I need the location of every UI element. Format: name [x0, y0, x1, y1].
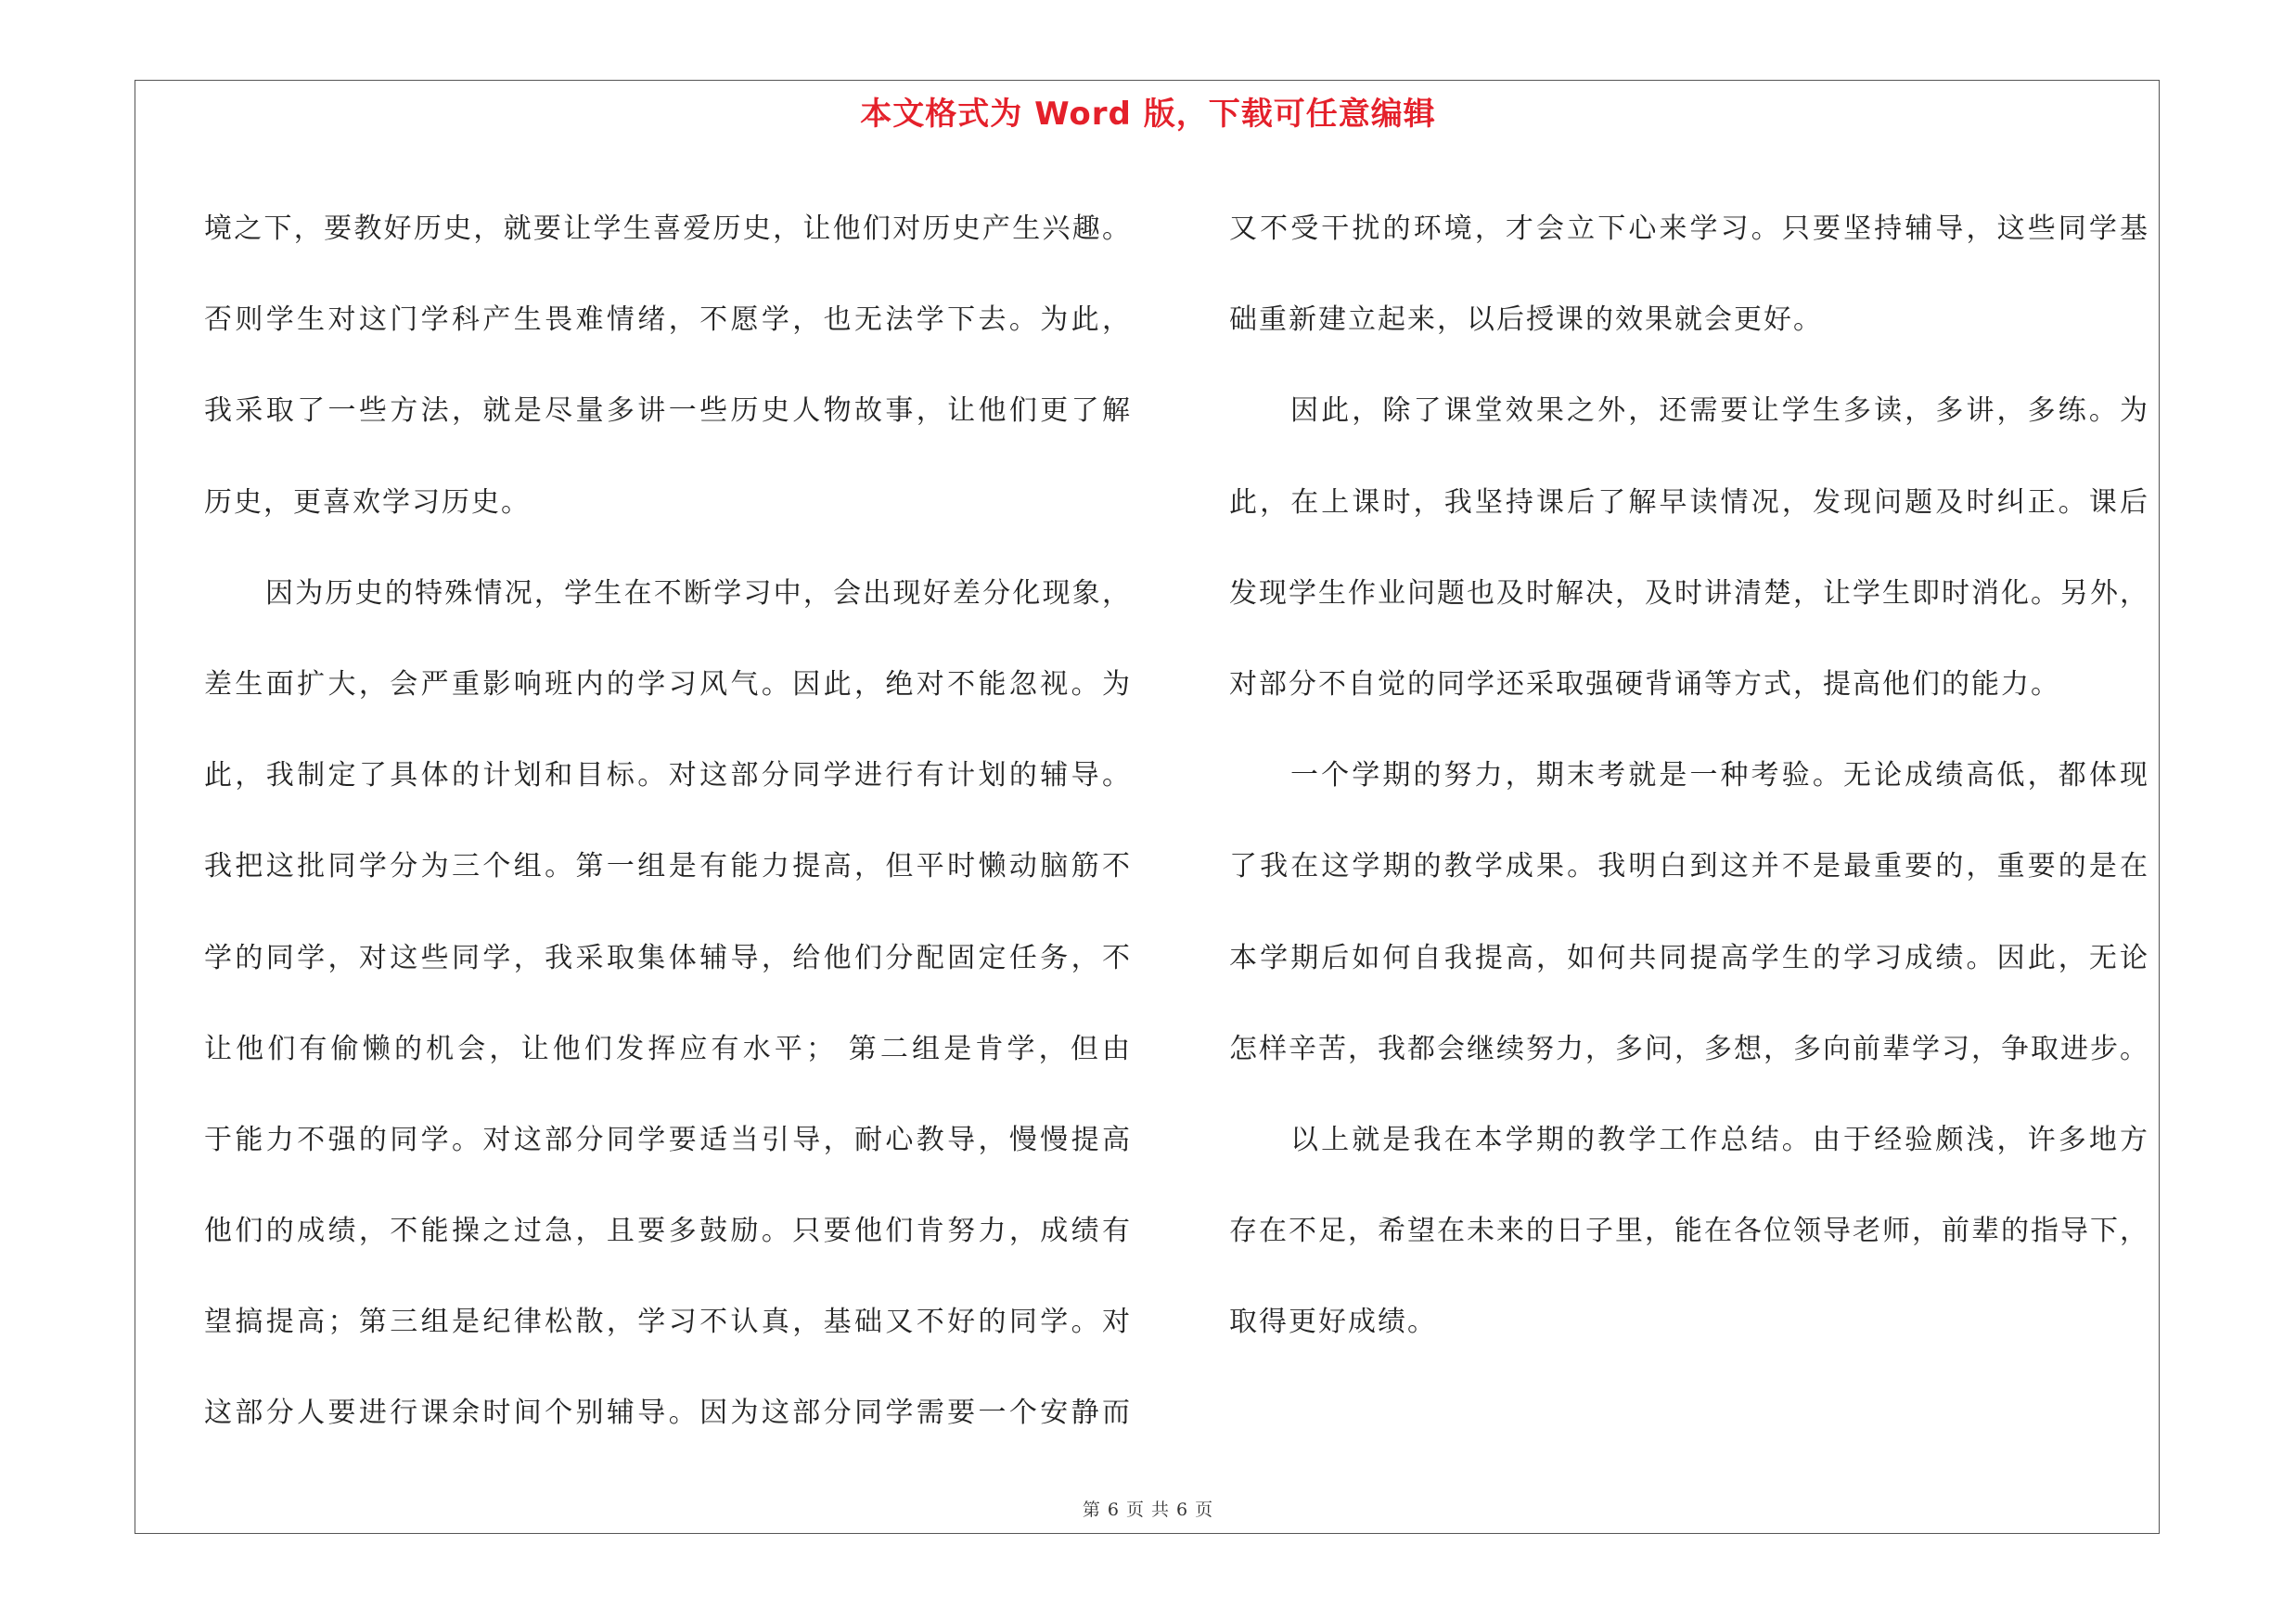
- page-number-footer: 第 6 页 共 6 页: [1082, 1500, 1214, 1520]
- text-line: 于能力不强的同学。对这部分同学要适当引导，耐心教导，慢慢提高: [204, 1123, 1132, 1156]
- text-line: 他们的成绩，不能操之过急，且要多鼓励。只要他们肯努力，成绩有: [204, 1215, 1132, 1248]
- text-line: 了我在这学期的教学成果。我明白到这并不是最重要的，重要的是在: [1229, 850, 2149, 883]
- text-line: 让他们有偷懒的机会，让他们发挥应有水平； 第二组是肯学，但由: [204, 1032, 1132, 1065]
- paragraph-start-line: 因此，除了课堂效果之外，还需要让学生多读，多讲，多练。为: [1290, 394, 2149, 428]
- paragraph-start-line: 因为历史的特殊情况，学生在不断学习中，会出现好差分化现象，: [265, 576, 1132, 610]
- paragraph-start-line: 以上就是我在本学期的教学工作总结。由于经验颇浅，许多地方: [1290, 1123, 2149, 1156]
- text-line: 否则学生对这门学科产生畏难情绪，不愿学，也无法学下去。为此，: [204, 303, 1132, 337]
- document-header-notice: 本文格式为 Word 版，下载可任意编辑: [860, 96, 1436, 133]
- text-line: 此，在上课时，我坚持课后了解早读情况，发现问题及时纠正。课后: [1229, 485, 2149, 519]
- text-line: 我采取了一些方法，就是尽量多讲一些历史人物故事，让他们更了解: [204, 394, 1132, 428]
- left-text-column: [204, 184, 1132, 1460]
- text-line: 本学期后如何自我提高，如何共同提高学生的学习成绩。因此，无论: [1229, 941, 2149, 974]
- text-line: 又不受干扰的环境，才会立下心来学习。只要坚持辅导，这些同学基: [1229, 213, 2149, 245]
- text-line: 此，我制定了具体的计划和目标。对这部分同学进行有计划的辅导。: [204, 759, 1132, 792]
- text-line: 对部分不自觉的同学还采取强硬背诵等方式，提高他们的能力。: [1229, 667, 2060, 701]
- text-line: 历史，更喜欢学习历史。: [204, 485, 531, 519]
- text-line: 望搞提高；第三组是纪律松散，学习不认真，基础又不好的同学。对: [204, 1306, 1132, 1339]
- text-line: 学的同学，对这些同学，我采取集体辅导，给他们分配固定任务，不: [204, 941, 1132, 974]
- text-line: 我把这批同学分为三个组。第一组是有能力提高，但平时懒动脑筋不: [204, 850, 1132, 883]
- text-line: 境之下，要教好历史，就要让学生喜爱历史，让他们对历史产生兴趣。: [204, 213, 1132, 245]
- text-line: 础重新建立起来，以后授课的效果就会更好。: [1229, 303, 1823, 337]
- text-line: 差生面扩大，会严重影响班内的学习风气。因此，绝对不能忽视。为: [204, 667, 1132, 701]
- text-line: 存在不足，希望在未来的日子里，能在各位领导老师，前辈的指导下，: [1229, 1215, 2149, 1248]
- text-line: 取得更好成绩。: [1229, 1306, 1437, 1339]
- text-line: 怎样辛苦，我都会继续努力，多问，多想，多向前辈学习，争取进步。: [1229, 1032, 2149, 1065]
- text-line: 发现学生作业问题也及时解决，及时讲清楚，让学生即时消化。另外，: [1229, 576, 2149, 610]
- paragraph-start-line: 一个学期的努力，期末考就是一种考验。无论成绩高低，都体现: [1290, 759, 2149, 792]
- text-line: 这部分人要进行课余时间个别辅导。因为这部分同学需要一个安静而: [204, 1397, 1132, 1430]
- right-text-column: [1229, 184, 2149, 1368]
